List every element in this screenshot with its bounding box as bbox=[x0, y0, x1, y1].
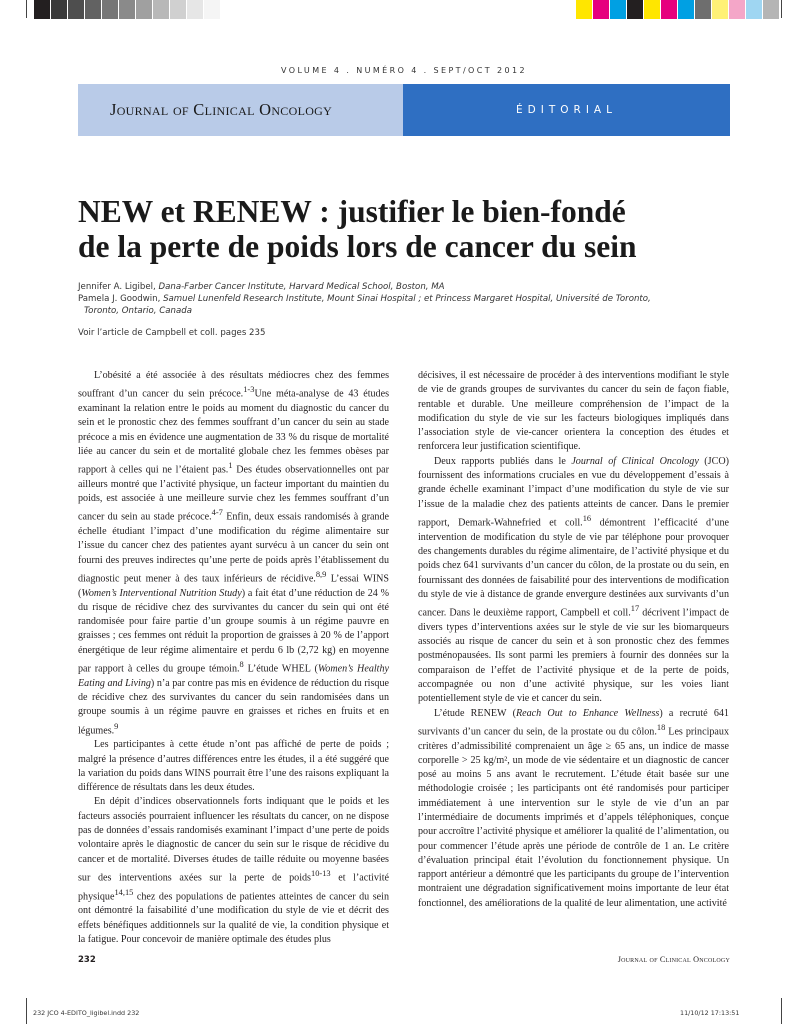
author-2-name: Pamela J. Goodwin, bbox=[78, 294, 164, 304]
color-swatch bbox=[34, 0, 51, 19]
crop-mark bbox=[781, 998, 782, 1024]
color-swatch bbox=[763, 0, 780, 19]
color-swatch bbox=[119, 0, 136, 19]
author-1-affiliation: Dana-Farber Cancer Institute, Harvard Medical School, Boston, MA bbox=[158, 282, 445, 292]
reference-superscript: 4-7 bbox=[211, 508, 223, 518]
color-swatch bbox=[593, 0, 610, 19]
color-swatch bbox=[68, 0, 85, 19]
reference-superscript: 9 bbox=[114, 721, 119, 731]
paragraph: L’étude RENEW (Reach Out to Enhance Wellness) a recruté 641 survivants d’un cancer du sein, de la prostate ou du côlon.$^{18}$ Les principaux critères d’admissibilité comprenaient un âge ≥ 65 ans, un indice de masse corporelle > 25 kg/m², un mode de vie sédentaire et un diagnostic de cancer posé au moins 5 ans avant le recrutement. L’étude était basée sur une méthodologie croisée ; les participants ont été randomisés pour participer immédiatement à une intervention sur le style de vie d’un an par l’intermédiaire de documents imprimés et d’appels téléphoniques, conçue pour accroître l’activité physique et améliorer la qualité de l’alimentation, ou pour commencer l’étude après une période de contrôle de 1 an. Le critère d’évaluation principal était l’évolution du fonctionnement physique. Un rapport antérieur a démontré que les participants du groupe de l’intervention montraient une dégradation significativement moins importante de leur état fonctionnel, des améliorations de la qualité de leur alimentation, une activité bbox=[418, 707, 729, 909]
color-swatch bbox=[627, 0, 644, 19]
reference-superscript: 10-13 bbox=[311, 868, 331, 878]
color-swatch bbox=[695, 0, 712, 19]
reference-superscript: 1 bbox=[228, 461, 233, 471]
author-2-affiliation: Samuel Lunenfeld Research Institute, Mount Sinai Hospital ; et Princess Margaret Hospital, Université de Toronto, bbox=[163, 294, 651, 304]
volume-issue-line: VOLUME 4 . NUMÉRO 4 . SEPT/OCT 2012 bbox=[281, 66, 527, 75]
section-panel bbox=[403, 84, 730, 136]
color-swatch bbox=[661, 0, 678, 19]
body-column-right bbox=[418, 369, 729, 911]
body-column-left bbox=[78, 369, 389, 947]
color-swatch bbox=[712, 0, 729, 19]
color-swatch bbox=[729, 0, 746, 19]
color-swatch bbox=[85, 0, 102, 19]
paragraph: décisives, il est nécessaire de procéder à des interventions modifiant le style de vie de grands groupes de survivantes du cancer du sein de façon fiable, rentable et durable. Une meilleure compréhension de l’impact de la modification du style de vie sur les facteurs biologiques impliqués dans l’association style de vie-cancer orientera la conception des études et renforcera leur justification scientifique. bbox=[418, 370, 729, 453]
color-swatch bbox=[187, 0, 204, 19]
crop-mark bbox=[781, 0, 782, 18]
crop-mark bbox=[26, 0, 27, 18]
color-swatch bbox=[170, 0, 187, 19]
color-swatch bbox=[153, 0, 170, 19]
printer-gray-color-bar bbox=[34, 0, 221, 19]
footer-journal-name: Journal of Clinical Oncology bbox=[617, 955, 730, 964]
reference-superscript: 8,9 bbox=[315, 569, 327, 579]
author-1-name: Jennifer A. Ligibel, bbox=[78, 282, 159, 292]
journal-header-band bbox=[78, 84, 730, 136]
printer-cmyk-color-bar bbox=[576, 0, 780, 19]
title-line-1: NEW et RENEW : justifier le bien-fondé bbox=[78, 194, 626, 229]
color-swatch bbox=[51, 0, 68, 19]
color-swatch bbox=[678, 0, 695, 19]
paragraph: Deux rapports publiés dans le Journal of Clinical Oncology (JCO) fournissent des informations cruciales en vue du développement d’essais à grande échelle examinant l’impact d’une modification du style de vie sur l’issue de la maladie chez des patients atteints de cancer. Dans le premier rapport, Demark-Wahnefried et coll.$^{16}$ démontrent l’efficacité d’une intervention de modification du style de vie par téléphone pour provoquer des changements durables du régime alimentaire, de l’activité physique et du poids chez 641 survivants d’un cancer du côlon, de la prostate ou du sein, en fournissant des données de faisabilité pour des interventions de modification du style de vie à distance de grande envergure destinées aux survivants d’un cancer. Dans le deuxième rapport, Campbell et coll.$^{17}$ décrivent l’impact de divers types d’interventions axées sur le style de vie sur les biomarqueurs associés au risque de cancer du sein et à son pronostic chez des femmes postménopausées. Ils sont parmi les premiers à fournir des données sur la comparaison de l’effet de l’activité physique et de la perte de poids, accompagnée ou non d’une activité physique, sur les voies liant potentiellement style de vie et cancer du sein. bbox=[418, 455, 730, 705]
color-swatch bbox=[136, 0, 153, 19]
see-also-reference: Voir l’article de Campbell et coll. pages 235 bbox=[78, 328, 266, 338]
paragraph: Les participantes à cette étude n’ont pas affiché de perte de poids ; malgré la présence d’autres différences entre les études, il a été suggéré que la variation du poids dans WINS pourrait être l’une des raisons expliquant la différence de résultats dans les deux études. bbox=[78, 739, 389, 794]
title-line-2: de la perte de poids lors de cancer du sein bbox=[78, 229, 637, 264]
page-number: 232 bbox=[78, 955, 96, 965]
color-swatch bbox=[204, 0, 221, 19]
paragraph: L’obésité a été associée à des résultats médiocres chez des femmes souffrant d’un cancer du sein précoce.$^{1-3}$Une méta-analyse de 43 études examinant la relation entre le poids au moment du diagnostic du cancer du sein et le pronostic chez des femmes souffrant d’un cancer du sein au stade précoce a mis en évidence une augmentation de 33 % du risque de mortalité liée au cancer du sein et de mortalité globale chez les femmes obèses par rapport à celles qui ne l’étaient pas.$^1$ Des études observationnelles ont par ailleurs montré que l’activité physique, un facteur important du maintien du poids, est associée à une meilleure survie chez les femmes souffrant d’un cancer du sein au stade précoce.$^{4-7}$ Enfin, deux essais randomisés à grande échelle étudiant l’impact d’une modification du régime alimentaire sur l’issue du cancer chez des patientes ayant survécu à un cancer du sein ont fourni des preuves indirectes qu’une perte de poids après l’établissement du diagnostic peut mener à des taux inférieurs de récidive.$^{8,9}$ L’essai WINS (Women’s Interventional Nutrition Study) a fait état d’une réduction de 24 % du risque de récidive chez des survivantes du cancer du sein qui ont été randomisée pour faire partie d’un groupe soumis à un régime pauvre en graisses ; ces femmes ont réduit la proportion de graisses à 20 % de l’apport énergétique de leur régime alimentaire et perdu 6 lb (2,72 kg) en moyenne par rapport à celles du groupe témoin.$^8$ L’étude WHEL (Women’s Healthy Eating and Living) n’a par contre pas mis en évidence de réduction du risque de récidive chez des survivantes du cancer du sein randomisées dans un groupe soumis à un régime pauvre en graisses et riches en fruits et en légumes.$^9$ bbox=[78, 370, 390, 736]
print-slug-timestamp: 11/10/12 17:13:51 bbox=[680, 1009, 740, 1017]
reference-superscript: 18 bbox=[656, 722, 666, 732]
reference-superscript: 8 bbox=[239, 660, 244, 670]
author-2 bbox=[78, 293, 651, 305]
paragraph: En dépit d’indices observationnels forts indiquant que le poids et les facteurs associés pourraient influencer les résultats du cancer, on ne dispose pas de données d’essais randomisés examinant l’impact d’une perte de poids volontaire après le diagnostic de cancer du sein sur le risque de récidive du cancer et de mortalité. Diverses études de taille réduite ou moyenne basées sur des interventions axées sur la perte de poids$^{10-13}$ et l’activité physique$^{14,15}$ chez des populations de patientes atteintes de cancer du sein ont démontré la faisabilité d’une modification du style de vie et décrit des effets bénéfiques additionnels sur la qualité de vie, la condition physique et la fatigue. Pour concevoir de manière optimale des études plus bbox=[78, 796, 390, 945]
print-slug-file: 232 JCO 4-EDITO_ligibel.indd 232 bbox=[33, 1009, 140, 1017]
reference-superscript: 17 bbox=[630, 604, 640, 614]
color-swatch bbox=[610, 0, 627, 19]
reference-superscript: 16 bbox=[582, 513, 592, 523]
article-title bbox=[78, 194, 738, 264]
color-swatch bbox=[746, 0, 763, 19]
author-2-affiliation-continued: Toronto, Ontario, Canada bbox=[84, 306, 192, 316]
color-swatch bbox=[644, 0, 661, 19]
reference-superscript: 14,15 bbox=[114, 887, 134, 897]
journal-name: Journal of Clinical Oncology bbox=[110, 100, 333, 119]
journal-name-panel bbox=[78, 84, 403, 136]
reference-superscript: 1-3 bbox=[243, 385, 255, 395]
crop-mark bbox=[26, 998, 27, 1024]
author-1 bbox=[78, 281, 445, 293]
color-swatch bbox=[576, 0, 593, 19]
section-label: ÉDITORIAL bbox=[516, 104, 617, 116]
color-swatch bbox=[102, 0, 119, 19]
